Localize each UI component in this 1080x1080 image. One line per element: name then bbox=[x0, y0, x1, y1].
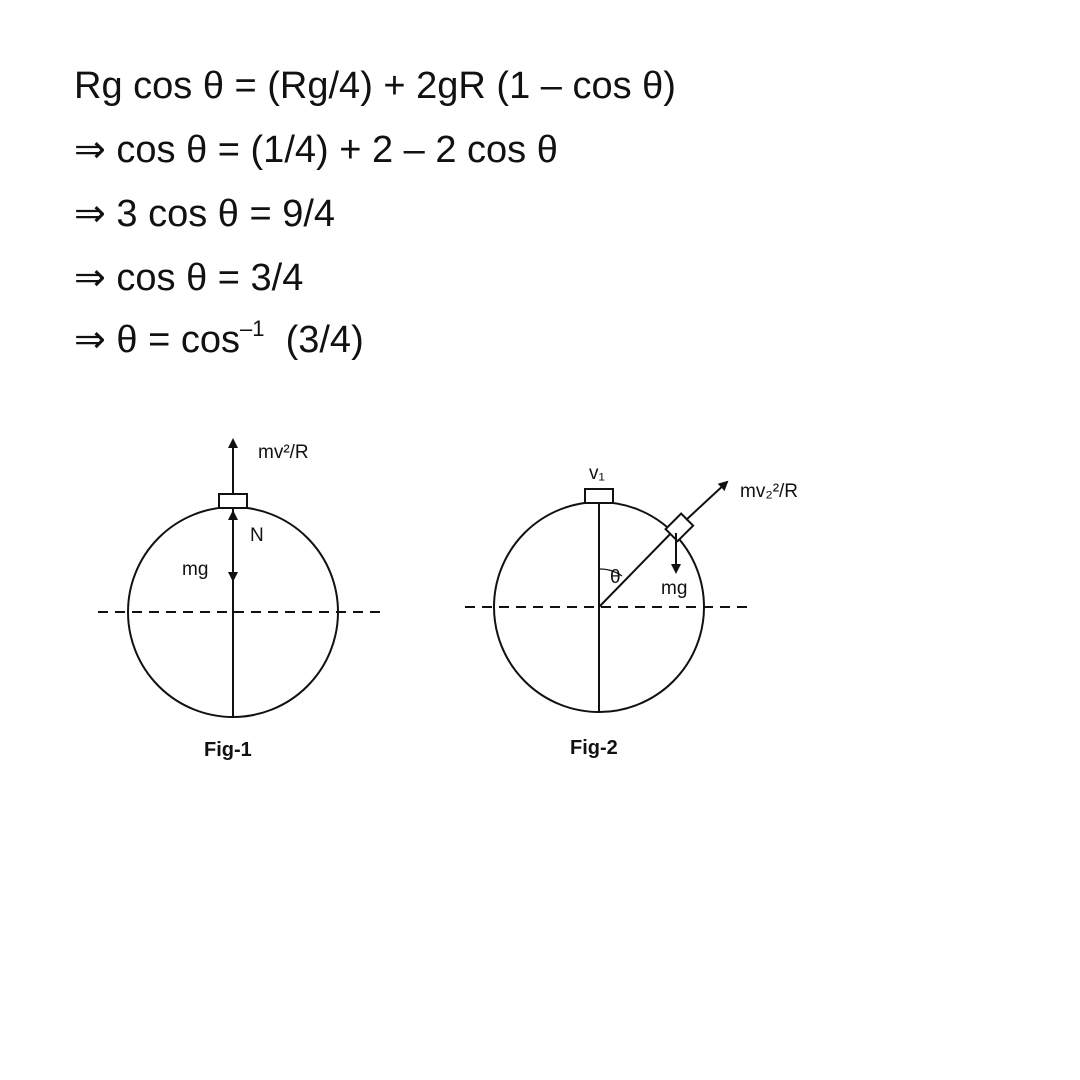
fig2-weight-label: mg bbox=[661, 578, 688, 599]
fig1-caption: Fig-1 bbox=[204, 739, 252, 761]
equation-line-5-prefix: ⇒ θ = cos bbox=[74, 319, 240, 361]
equation-line-1: Rg cos θ = (Rg/4) + 2gR (1 – cos θ) bbox=[74, 65, 676, 107]
fig1-weight-label: mg bbox=[182, 559, 209, 580]
equation-line-5-superscript: –1 bbox=[239, 316, 265, 341]
figure-1 bbox=[98, 440, 382, 761]
fig2-angle-label: θ bbox=[610, 567, 621, 588]
equation-line-2: ⇒ cos θ = (1/4) + 2 – 2 cos θ bbox=[74, 129, 558, 171]
equation-line-3: ⇒ 3 cos θ = 9/4 bbox=[74, 193, 336, 235]
fig1-block bbox=[219, 494, 247, 508]
fig2-centripetal-label: mv₂²/R bbox=[740, 481, 799, 502]
figure-2 bbox=[465, 463, 798, 759]
fig1-normal-label: N bbox=[250, 525, 264, 546]
fig2-velocity-label: v₁ bbox=[589, 463, 605, 484]
equation-line-5-suffix: (3/4) bbox=[264, 319, 364, 361]
fig2-caption: Fig-2 bbox=[570, 737, 618, 759]
fig2-centripetal-arrow bbox=[686, 482, 727, 520]
equation-line-4: ⇒ cos θ = 3/4 bbox=[74, 257, 304, 299]
fig2-top-block bbox=[585, 489, 613, 503]
fig1-centripetal-label: mv²/R bbox=[258, 442, 309, 463]
